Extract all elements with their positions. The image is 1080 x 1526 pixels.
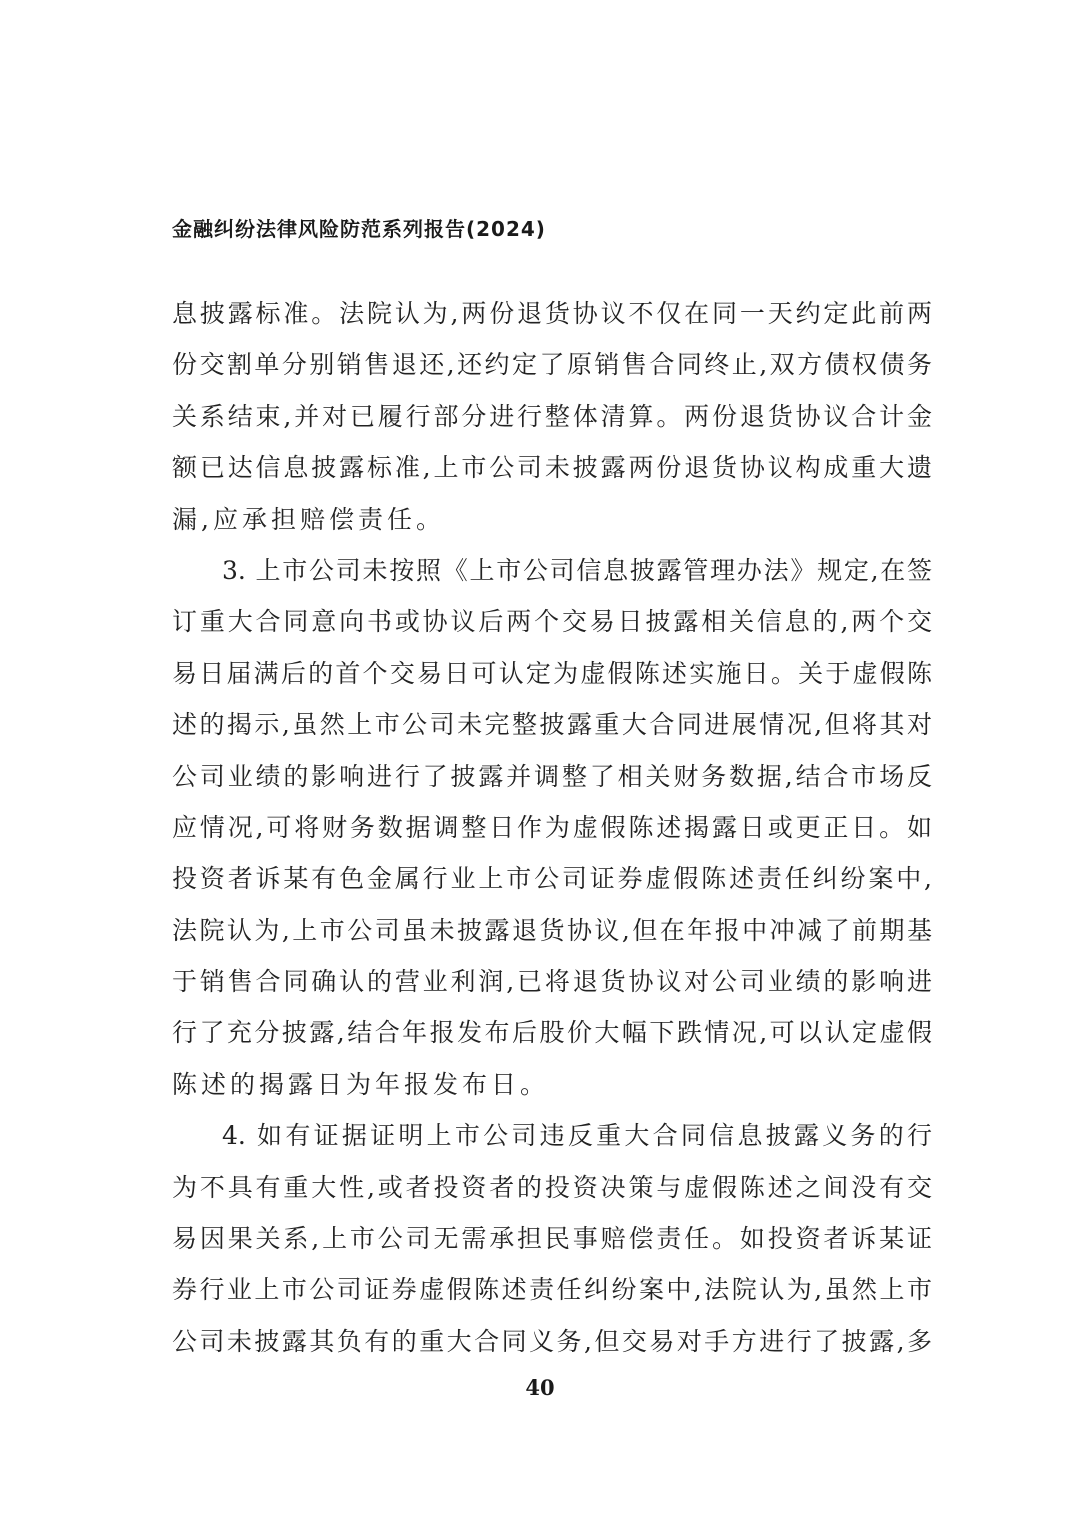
text-line: 关系结束,并对已履行部分进行整体清算。两份退货协议合计金 — [172, 401, 932, 431]
text-line: 投资者诉某有色金属行业上市公司证券虚假陈述责任纠纷案中, — [172, 864, 932, 894]
text-line: 应情况,可将财务数据调整日作为虚假陈述揭露日或更正日。如 — [172, 812, 932, 842]
text-line: 份交割单分别销售退还,还约定了原销售合同终止,双方债权债务 — [172, 350, 932, 380]
text-line: 易因果关系,上市公司无需承担民事赔偿责任。如投资者诉某证 — [172, 1224, 932, 1254]
text-line: 券行业上市公司证券虚假陈述责任纠纷案中,法院认为,虽然上市 — [172, 1275, 932, 1305]
text-line: 息披露标准。法院认为,两份退货协议不仅在同一天约定此前两 — [172, 299, 932, 328]
text-line: 订重大合同意向书或协议后两个交易日披露相关信息的,两个交 — [172, 607, 932, 637]
text-line: 陈述的揭露日为年报发布日。 — [172, 1069, 550, 1099]
text-line: 法院认为,上市公司虽未披露退货协议,但在年报中冲减了前期基 — [172, 915, 932, 945]
text-line: 额已达信息披露标准,上市公司未披露两份退货协议构成重大遗 — [172, 453, 932, 483]
running-header: 金融纠纷法律风险防范系列报告(2024) — [172, 217, 546, 241]
text-line: 公司未披露其负有的重大合同义务,但交易对手方进行了披露,多 — [172, 1326, 932, 1356]
text-line: 于销售合同确认的营业利润,已将退货协议对公司业绩的影响进 — [172, 967, 932, 997]
body-text — [172, 288, 932, 1367]
text-line: 为不具有重大性,或者投资者的投资决策与虚假陈述之间没有交 — [172, 1172, 932, 1202]
paragraph-4-first-line: 4. 如有证据证明上市公司违反重大合同信息披露义务的行 — [222, 1121, 932, 1151]
text-line: 述的揭示,虽然上市公司未完整披露重大合同进展情况,但将其对 — [172, 710, 932, 740]
paragraph-3-first-line: 3. 上市公司未按照《上市公司信息披露管理办法》规定,在签 — [222, 555, 932, 585]
text-line: 易日届满后的首个交易日可认定为虚假陈述实施日。关于虚假陈 — [172, 658, 932, 688]
page-number: 40 — [525, 1375, 555, 1400]
text-line: 公司业绩的影响进行了披露并调整了相关财务数据,结合市场反 — [172, 761, 932, 791]
text-line: 行了充分披露,结合年报发布后股价大幅下跌情况,可以认定虚假 — [172, 1018, 932, 1048]
text-line: 漏,应承担赔偿责任。 — [172, 504, 445, 534]
